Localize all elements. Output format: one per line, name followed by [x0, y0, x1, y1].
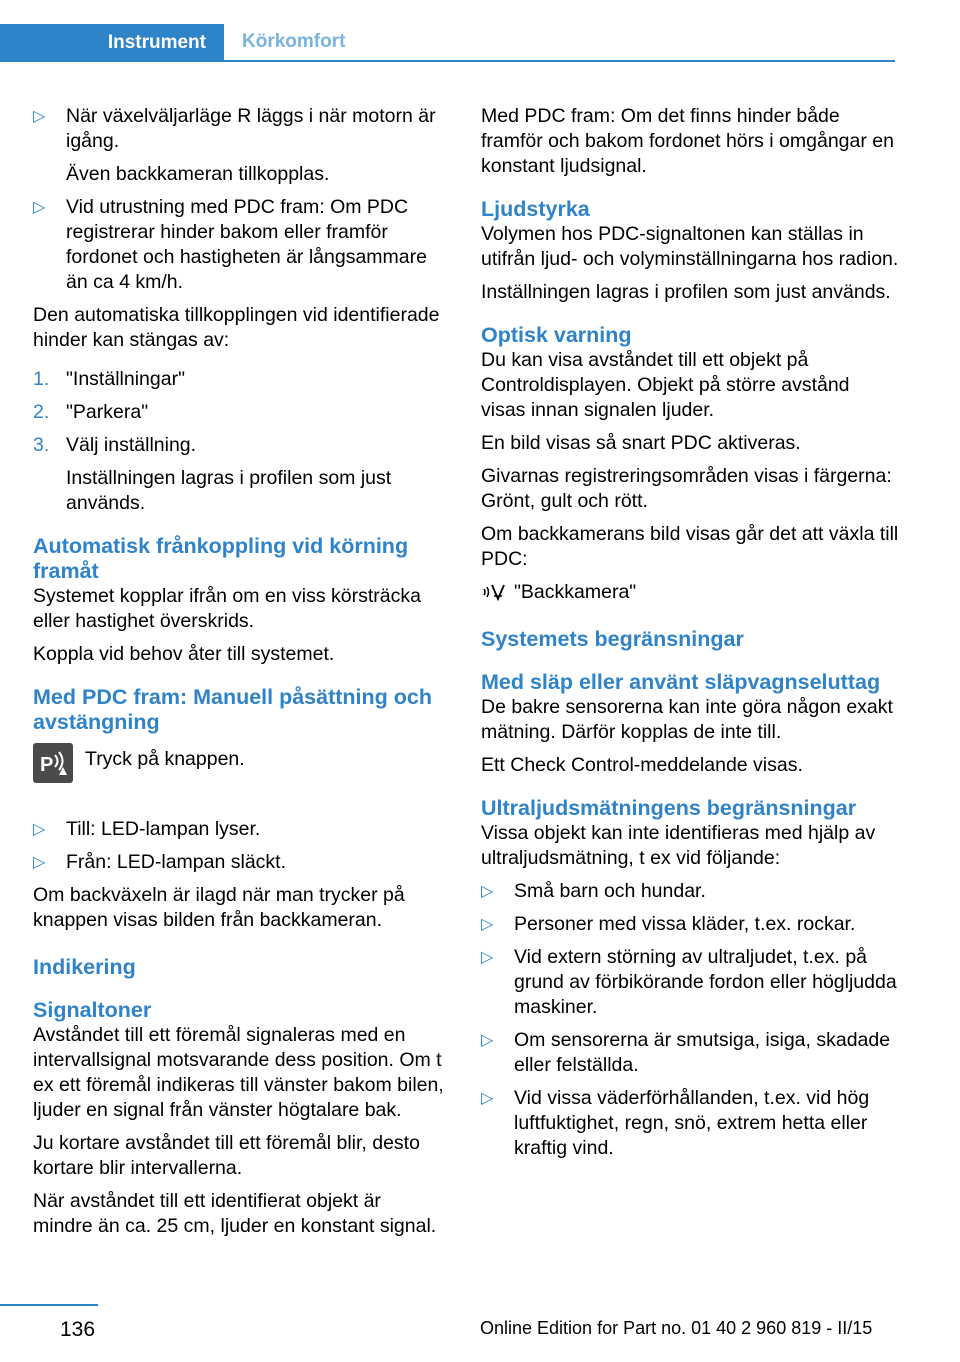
triangle-bullet-icon: ▷ — [481, 883, 494, 900]
bullet-list-limits — [481, 879, 899, 1161]
list-item — [33, 850, 445, 875]
list-item — [33, 104, 445, 187]
step-subtext: Inställningen lagras i profilen som just används. — [66, 467, 392, 514]
paragraph: Givarnas registreringsområden visas i färgerna: Grönt, gult och rött. — [481, 465, 892, 512]
tab-instrument[interactable]: Instrument — [0, 24, 224, 62]
list-item — [33, 817, 445, 842]
paragraph: Ju kortare avståndet till ett föremål blir, desto kortare blir intervallerna. — [33, 1132, 420, 1179]
list-item — [481, 945, 899, 1020]
numbered-steps — [33, 367, 445, 516]
triangle-bullet-icon: ▷ — [33, 199, 46, 216]
list-item-text: Vid extern störning av ultraljudet, t.ex. på grund av förbikörande fordon eller högljudda maskiner. — [514, 946, 897, 1018]
footer-rule — [0, 1304, 98, 1306]
press-button-text: Tryck på knappen. — [85, 748, 245, 770]
step-item — [33, 433, 445, 516]
paragraph: Med PDC fram: Om det finns hinder både framför och bakom fordonet hörs i omgångar en konstant ljudsignal. — [481, 105, 894, 177]
pdc-button-row — [33, 747, 445, 789]
heading-manual: Med PDC fram: Manuell påsättning och avstängning — [33, 685, 432, 734]
triangle-bullet-icon: ▷ — [33, 854, 46, 871]
heading-ultrasound: Ultraljudsmätningens begränsningar — [481, 796, 857, 820]
triangle-bullet-icon: ▷ — [33, 108, 46, 125]
list-item-text: Vid utrustning med PDC fram: Om PDC registrerar hinder bakom eller framför fordonet och hastigheten är långsammare än ca 4 km/h. — [66, 196, 427, 293]
step-item — [33, 367, 445, 392]
heading-limits: Systemets begränsningar — [481, 627, 744, 651]
paragraph: Du kan visa avståndet till ett objekt på Controldisplayen. Objekt på större avstånd visas innan signalen ljuder. — [481, 349, 850, 421]
step-number: 1. — [33, 368, 50, 390]
menu-item-label: "Backkamera" — [514, 581, 637, 603]
paragraph: Avståndet till ett föremål signaleras med en intervallsignal motsvarande dess position. Om t ex ett föremål indikeras till vänster bakom bilen, ljuder en signal från vänster högtalare bak. — [33, 1024, 444, 1121]
step-text: "Parkera" — [66, 401, 149, 423]
bullet-list-activation — [33, 104, 445, 295]
tab-korkomfort[interactable]: Körkomfort — [224, 24, 895, 62]
paragraph: Volymen hos PDC-signaltonen kan ställas in utifrån ljud- och volyminställningarna hos radion. — [481, 223, 899, 270]
paragraph: När avståndet till ett identifierat objekt är mindre än ca. 25 cm, ljuder en konstant signal. — [33, 1190, 437, 1237]
paragraph: Ett Check Control-meddelande visas. — [481, 754, 803, 776]
right-column — [481, 104, 899, 1169]
bullet-list-led — [33, 817, 445, 875]
heading-volume: Ljudstyrka — [481, 197, 590, 221]
list-item — [481, 1028, 899, 1078]
parking-sensor-icon — [481, 582, 505, 602]
paragraph: En bild visas så snart PDC aktiveras. — [481, 432, 801, 454]
paragraph: Inställningen lagras i profilen som just används. — [481, 281, 891, 303]
step-text: "Inställningar" — [66, 368, 185, 390]
list-item-text: Från: LED-lampan släckt. — [66, 851, 286, 873]
pdc-button-icon — [33, 743, 73, 783]
list-item-text: Vid vissa väderförhållanden, t.ex. vid hög luftfuktighet, regn, snö, extrem hetta eller kraftig vind. — [514, 1087, 870, 1159]
paragraph: Om backkamerans bild visas går det att växla till PDC: — [481, 523, 899, 570]
triangle-bullet-icon: ▷ — [33, 821, 46, 838]
paragraph: Systemet kopplar ifrån om en viss körsträcka eller hastighet överskrids. — [33, 585, 421, 632]
edition-text: Online Edition for Part no. 01 40 2 960 819 - II/15 — [480, 1318, 873, 1338]
left-column — [33, 104, 445, 1247]
heading-indication: Indikering — [33, 955, 136, 979]
paragraph: Vissa objekt kan inte identifieras med hjälp av ultraljudsmätning, t ex vid följande: — [481, 822, 876, 869]
triangle-bullet-icon: ▷ — [481, 949, 494, 966]
list-item — [481, 912, 899, 937]
list-item-text: Små barn och hundar. — [514, 880, 706, 902]
step-text: Välj inställning. — [66, 434, 197, 456]
step-number: 2. — [33, 401, 50, 423]
step-number: 3. — [33, 434, 50, 456]
chapter-header — [0, 24, 895, 62]
paragraph: Den automatiska tillkopplingen vid identifierade hinder kan stängas av: — [33, 304, 440, 351]
svg-text:P: P — [40, 754, 54, 776]
list-item-text: Till: LED-lampan lyser. — [66, 818, 261, 840]
triangle-bullet-icon: ▷ — [481, 1032, 494, 1049]
heading-trailer: Med släp eller använt släpvagnseluttag — [481, 670, 881, 694]
list-item-subtext: Även backkameran tillkopplas. — [66, 163, 330, 185]
heading-optical: Optisk varning — [481, 323, 632, 347]
heading-signals: Signaltoner — [33, 998, 152, 1022]
paragraph: Koppla vid behov åter till systemet. — [33, 643, 335, 665]
paragraph: De bakre sensorerna kan inte göra någon exakt mätning. Därför kopplas de inte till. — [481, 696, 893, 743]
triangle-bullet-icon: ▷ — [481, 916, 494, 933]
page-number: 136 — [60, 1318, 96, 1341]
step-item — [33, 400, 445, 425]
list-item — [481, 1086, 899, 1161]
menu-item-backkamera — [481, 580, 899, 605]
list-item — [33, 195, 445, 295]
list-item-text: Personer med vissa kläder, t.ex. rockar. — [514, 913, 856, 935]
list-item — [481, 879, 899, 904]
triangle-bullet-icon: ▷ — [481, 1090, 494, 1107]
heading-auto-off: Automatisk frånkoppling vid körning framåt — [33, 534, 409, 583]
paragraph: Om backväxeln är ilagd när man trycker på knappen visas bilden från backkameran. — [33, 884, 405, 931]
list-item-text: När växelväljarläge R läggs i när motorn är igång. — [66, 105, 436, 152]
list-item-text: Om sensorerna är smutsiga, isiga, skadade eller felställda. — [514, 1029, 891, 1076]
